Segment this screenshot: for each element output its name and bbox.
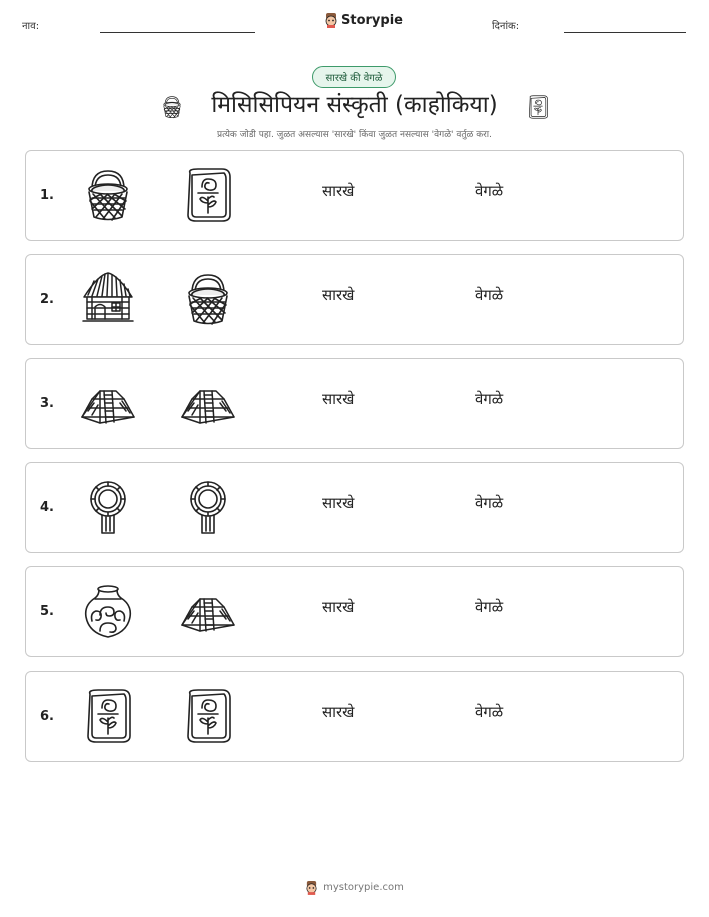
date-label: दिनांक: (492, 21, 520, 32)
page-title: मिसिसिपियन संस्कृती (काहोकिया) (211, 92, 498, 118)
question-number: 2. (40, 292, 54, 307)
pot-icon (78, 581, 138, 641)
brand-name: Storypie (341, 12, 403, 28)
mound-icon (178, 581, 238, 641)
same-option[interactable]: सारखे (322, 182, 355, 200)
tablet-icon (525, 92, 551, 122)
date-line[interactable] (564, 32, 686, 33)
chunkey-stone-icon (178, 477, 238, 537)
instructions: प्रत्येक जोडी पहा. जुळत असल्यास 'सारखे' किंवा जुळत नसल्यास 'वेगळे' वर्तुळ करा. (216, 130, 492, 140)
footer-url: mystorypie.com (323, 882, 404, 893)
question-number: 4. (40, 500, 54, 515)
tablet-icon (178, 686, 238, 746)
same-option[interactable]: सारखे (322, 703, 355, 721)
question-card-5 (25, 566, 684, 657)
question-card-4 (25, 462, 684, 553)
basket-icon (78, 165, 138, 225)
worksheet-type-badge: सारखे की वेगळे (312, 66, 396, 88)
question-number: 5. (40, 604, 54, 619)
question-card-3 (25, 358, 684, 449)
brand-logo (324, 12, 403, 28)
footer (0, 880, 709, 895)
name-line[interactable] (100, 32, 255, 33)
question-number: 1. (40, 188, 54, 203)
mound-icon (78, 373, 138, 433)
different-option[interactable]: वेगळे (475, 494, 504, 512)
different-option[interactable]: वेगळे (475, 598, 504, 616)
mound-icon (178, 373, 238, 433)
basket-icon (178, 269, 238, 329)
chunkey-stone-icon (78, 477, 138, 537)
question-number: 6. (40, 709, 54, 724)
question-card-6 (25, 671, 684, 762)
different-option[interactable]: वेगळे (475, 390, 504, 408)
tablet-icon (178, 165, 238, 225)
same-option[interactable]: सारखे (322, 598, 355, 616)
storypie-mascot-icon (324, 12, 338, 28)
question-card-2 (25, 254, 684, 345)
question-card-1 (25, 150, 684, 241)
same-option[interactable]: सारखे (322, 494, 355, 512)
different-option[interactable]: वेगळे (475, 703, 504, 721)
same-option[interactable]: सारखे (322, 390, 355, 408)
storypie-mascot-icon (305, 880, 318, 895)
different-option[interactable]: वेगळे (475, 182, 504, 200)
name-label: नाव: (22, 21, 40, 32)
question-number: 3. (40, 396, 54, 411)
same-option[interactable]: सारखे (322, 286, 355, 304)
hut-icon (78, 269, 138, 329)
tablet-icon (78, 686, 138, 746)
different-option[interactable]: वेगळे (475, 286, 504, 304)
